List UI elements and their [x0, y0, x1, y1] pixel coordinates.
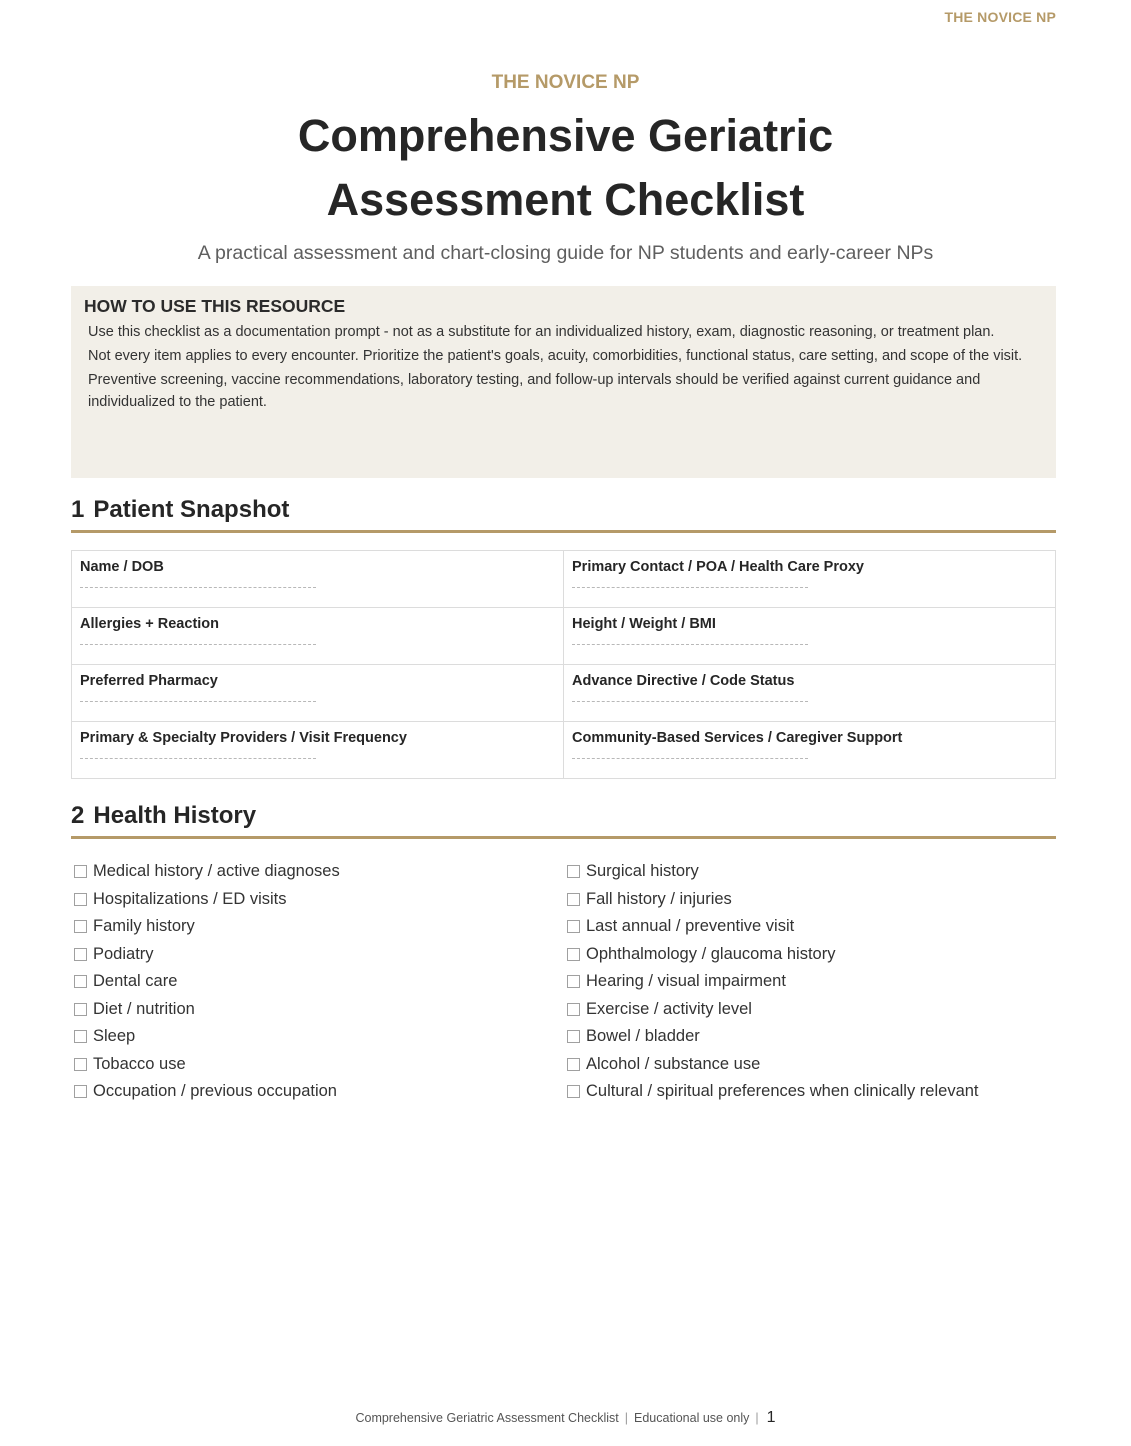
checklist-item[interactable]: [71, 1080, 541, 1108]
checklist-item-label: Alcohol / substance use: [586, 1054, 761, 1073]
field-label: Name / DOB: [80, 559, 164, 575]
checklist-item[interactable]: [71, 1025, 541, 1053]
checkbox-icon[interactable]: [567, 975, 580, 988]
section-number: 1: [71, 496, 85, 523]
checklist-item[interactable]: [71, 915, 541, 943]
checklist-item-label: Tobacco use: [93, 1054, 186, 1073]
snapshot-field-primary-contact[interactable]: [564, 551, 1056, 608]
field-label: Primary & Specialty Providers / Visit Frequency: [80, 730, 407, 746]
how-to-use-line: Not every item applies to every encounter. Prioritize the patient's goals, acuity, comorbidities, functional status, care setting, and scope of the visit.: [88, 348, 1023, 364]
checkbox-icon[interactable]: [567, 865, 580, 878]
checkbox-icon[interactable]: [74, 1003, 87, 1016]
checklist-item[interactable]: [71, 970, 541, 998]
checklist-item[interactable]: [71, 998, 541, 1026]
checklist-item[interactable]: [71, 860, 541, 888]
checklist-item-label: Hospitalizations / ED visits: [93, 889, 287, 908]
checkbox-icon[interactable]: [74, 1085, 87, 1098]
brand-label: THE NOVICE NP: [491, 72, 640, 93]
fill-in-line: [80, 586, 316, 588]
field-label: Community-Based Services / Caregiver Support: [572, 730, 903, 746]
checklist-item[interactable]: [564, 970, 1034, 998]
checkbox-icon[interactable]: [567, 920, 580, 933]
checkbox-icon[interactable]: [74, 975, 87, 988]
checklist-item-label: Podiatry: [93, 944, 154, 963]
snapshot-field-advance-directive[interactable]: [564, 665, 1056, 722]
checklist-item-label: Dental care: [93, 972, 178, 990]
checklist-item-label: Fall history / injuries: [586, 889, 732, 908]
checklist-item-label: Occupation / previous occupation: [93, 1082, 337, 1100]
page-title: [0, 104, 1131, 232]
checklist-item-label: Surgical history: [586, 862, 699, 880]
fill-in-line: [572, 757, 808, 759]
how-to-use-line: Use this checklist as a documentation prompt - not as a substitute for an individualized history, exam, diagnostic reasoning, or treatment plan.: [88, 324, 995, 340]
snapshot-field-community-services[interactable]: [564, 722, 1056, 779]
checkbox-icon[interactable]: [74, 920, 87, 933]
checklist-item[interactable]: [564, 1080, 1034, 1108]
footer-note: Educational use only: [634, 1411, 750, 1425]
snapshot-field-allergies[interactable]: [72, 608, 564, 665]
checkbox-icon[interactable]: [567, 1030, 580, 1043]
page-subtitle: A practical assessment and chart-closing guide for NP students and early-career NPs: [197, 242, 934, 264]
checklist-item[interactable]: [71, 943, 541, 971]
how-to-use-line: Preventive screening, vaccine recommendations, laboratory testing, and follow-up intervals should be verified against current guidance and individualized to the patient.: [88, 372, 981, 410]
checkbox-icon[interactable]: [567, 1003, 580, 1016]
health-history-left-column: [71, 860, 541, 1108]
how-to-use-title: HOW TO USE THIS RESOURCE: [84, 296, 346, 316]
checklist-item-label: Ophthalmology / glaucoma history: [586, 944, 836, 963]
fill-in-line: [80, 700, 316, 702]
checkbox-icon[interactable]: [567, 893, 580, 906]
checklist-item[interactable]: [564, 943, 1034, 971]
field-label: Preferred Pharmacy: [80, 673, 218, 689]
section-title: Health History: [93, 802, 257, 829]
page-title-line-1: Comprehensive Geriatric: [297, 110, 834, 161]
checklist-item-label: Medical history / active diagnoses: [93, 862, 340, 880]
snapshot-field-pharmacy[interactable]: [72, 665, 564, 722]
page-number: 1: [766, 1409, 776, 1426]
section-title: Patient Snapshot: [93, 496, 290, 523]
checklist-item-label: Last annual / preventive visit: [586, 917, 795, 935]
snapshot-field-name-dob[interactable]: [72, 551, 564, 608]
checkbox-icon[interactable]: [567, 1085, 580, 1098]
page-title-line-2: Assessment Checklist: [326, 174, 805, 225]
field-label: Height / Weight / BMI: [572, 616, 716, 632]
checklist-item-label: Cultural / spiritual preferences when clinically relevant: [586, 1082, 979, 1100]
checkbox-icon[interactable]: [567, 1058, 580, 1071]
table-row: [72, 722, 1056, 779]
section-heading-patient-snapshot: [71, 496, 1056, 533]
field-label: Allergies + Reaction: [80, 616, 220, 632]
checklist-item[interactable]: [564, 1025, 1034, 1053]
section-heading-health-history: [71, 802, 1056, 839]
checklist-item-label: Family history: [93, 917, 195, 935]
table-row: [72, 608, 1056, 665]
field-label: Primary Contact / POA / Health Care Proxy: [572, 559, 864, 575]
checklist-item[interactable]: [564, 860, 1034, 888]
snapshot-field-providers[interactable]: [72, 722, 564, 779]
fill-in-line: [572, 700, 808, 702]
checklist-item-label: Sleep: [93, 1027, 136, 1045]
running-header-brand: THE NOVICE NP: [944, 9, 1056, 25]
checkbox-icon[interactable]: [74, 893, 87, 906]
fill-in-line: [572, 643, 808, 645]
patient-snapshot-table: [71, 550, 1056, 779]
table-row: [72, 665, 1056, 722]
checklist-item[interactable]: [564, 915, 1034, 943]
checklist-item[interactable]: [564, 1053, 1034, 1081]
checkbox-icon[interactable]: [74, 1058, 87, 1071]
footer-separator: |: [624, 1411, 629, 1425]
checklist-item[interactable]: [71, 888, 541, 916]
checklist-item-label: Diet / nutrition: [93, 999, 195, 1018]
how-to-use-panel: [71, 286, 1056, 478]
checklist-item-label: Hearing / visual impairment: [586, 972, 786, 990]
field-label: Advance Directive / Code Status: [572, 673, 795, 689]
footer-separator: |: [755, 1411, 759, 1425]
fill-in-line: [572, 586, 808, 588]
health-history-right-column: [564, 860, 1034, 1108]
checkbox-icon[interactable]: [74, 865, 87, 878]
checklist-item-label: Exercise / activity level: [586, 999, 752, 1018]
fill-in-line: [80, 643, 316, 645]
checkbox-icon[interactable]: [74, 948, 87, 961]
footer-doc-title: Comprehensive Geriatric Assessment Checklist: [355, 1411, 619, 1425]
checkbox-icon[interactable]: [74, 1030, 87, 1043]
table-row: [72, 551, 1056, 608]
snapshot-field-height-weight-bmi[interactable]: [564, 608, 1056, 665]
checklist-item[interactable]: [71, 1053, 541, 1081]
checklist-item[interactable]: [564, 888, 1034, 916]
fill-in-line: [80, 757, 316, 759]
checkbox-icon[interactable]: [567, 948, 580, 961]
checklist-item[interactable]: [564, 998, 1034, 1026]
page-footer: [0, 1409, 1131, 1427]
section-number: 2: [71, 802, 85, 829]
checklist-item-label: Bowel / bladder: [586, 1027, 700, 1045]
